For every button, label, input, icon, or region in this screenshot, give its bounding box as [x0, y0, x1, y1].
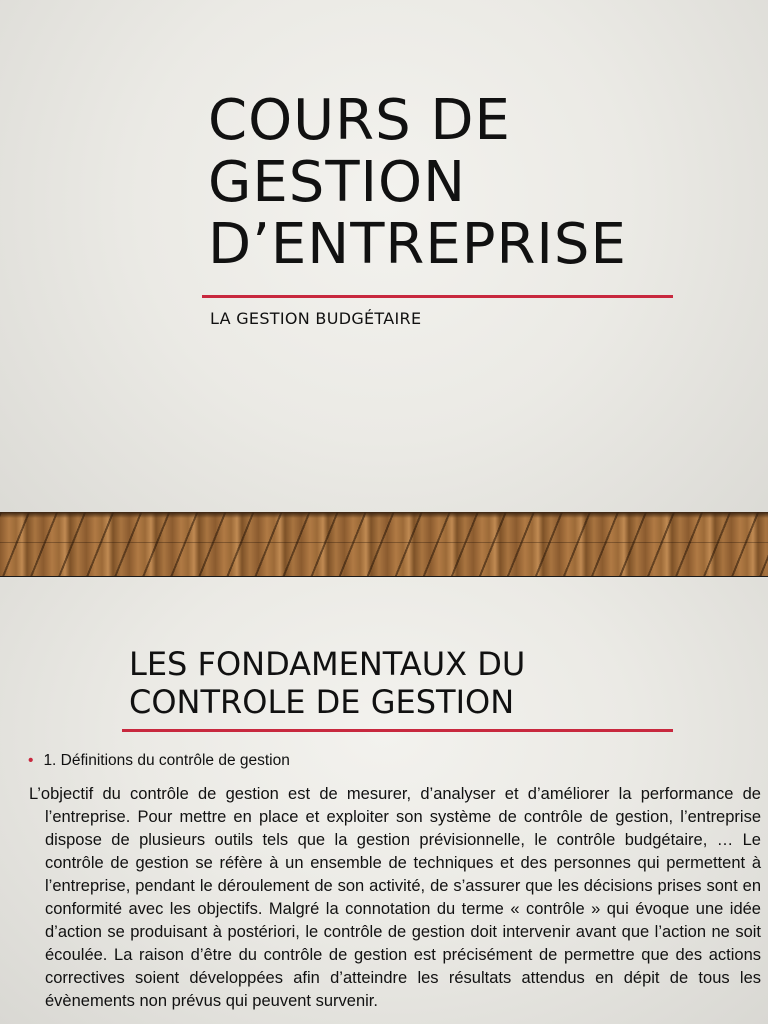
title-divider [202, 295, 673, 298]
slide-subtitle: LA GESTION BUDGÉTAIRE [210, 309, 422, 328]
slide-title: LES FONDAMENTAUX DU CONTROLE DE GESTION [129, 645, 526, 721]
title-divider [122, 729, 673, 732]
bullet-item [28, 752, 290, 770]
content-slide [0, 577, 768, 1024]
wood-floor-decoration [0, 512, 768, 576]
body-paragraph: L’objectif du contrôle de gestion est de mesurer, d’analyser et d’améliorer la performance de l’entreprise. Pour mettre en place et exploiter son système de contrôle de gestion, l’entreprise dispose de plusieurs outils tels que la gestion prévisionnelle, le contrôle budgétaire, … Le contrôle de gestion se réfère à un ensemble de techniques et des personnes qui permettent à l’entreprise, pendant le déroulement de son activité, de s’assurer que les décisions prises sont en conformité avec les objectifs. Malgré la connotation du terme « contrôle » qui évoque une idée d’action se produisant à postériori, le contrôle de gestion doit intervenir avant que l’action ne soit écoulée. La raison d’être du contrôle de gestion est précisément de permettre que des actions correctives soient développées afin d’atteindre les résultats attendus en dépit de tous les évènements non prévus qui peuvent survenir. [29, 785, 761, 1010]
slide-title: COURS DE GESTION D’ENTREPRISE [208, 88, 627, 277]
bullet-icon: • [28, 752, 34, 769]
bullet-text: 1. Définitions du contrôle de gestion [43, 752, 290, 769]
